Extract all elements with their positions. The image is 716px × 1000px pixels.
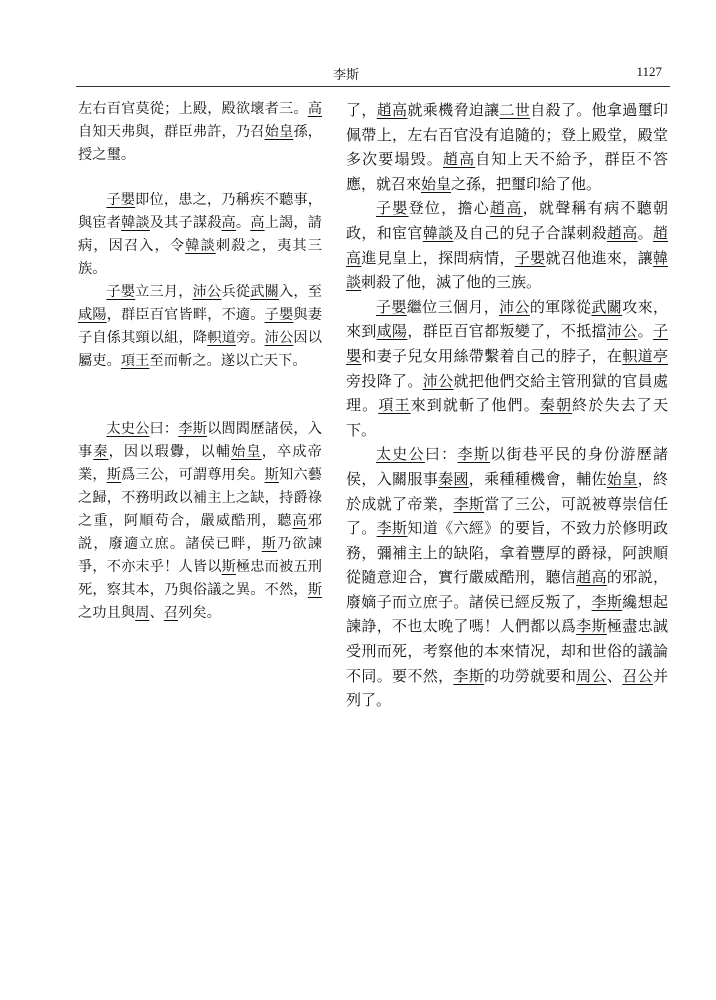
text-run: 極忠而被五刑死，察其本，乃與俗議之異。不然， xyxy=(78,559,322,598)
text-run: 并列了。 xyxy=(346,666,668,710)
text-run: 與妻子自係其頸以組，降 xyxy=(78,307,323,346)
text-run: 。 xyxy=(637,223,653,242)
proper-name: 武關 xyxy=(591,297,623,316)
page-header xyxy=(76,56,670,86)
proper-name: 周公 xyxy=(576,666,607,685)
proper-name: 召公 xyxy=(622,666,653,685)
right-paragraph xyxy=(346,196,668,294)
proper-name: 沛公 xyxy=(422,371,454,390)
text-run: 就乘機脅迫讓 xyxy=(407,101,500,119)
proper-name: 韓談 xyxy=(422,223,454,242)
text-run: ，因以瑕釁，以輔 xyxy=(108,444,232,460)
text-run: ，卒成帝業， xyxy=(78,444,322,483)
proper-name: 項王 xyxy=(378,396,411,415)
left-paragraph xyxy=(78,189,322,281)
text-run: 刺殺之，夷其三族。 xyxy=(78,238,323,277)
proper-name: 秦朝 xyxy=(539,396,573,415)
right-paragraph xyxy=(346,295,668,443)
proper-name: 太史公 xyxy=(106,421,150,437)
proper-name: 軹道 xyxy=(207,330,236,346)
proper-name: 李斯 xyxy=(376,519,408,538)
text-run: 之功且與 xyxy=(78,605,136,621)
text-run: 以街巷平民的身份游歷諸侯，入關服事 xyxy=(346,445,668,488)
text-run: 刺殺了他，滅了他的三族。 xyxy=(361,273,542,292)
proper-name: 子嬰 xyxy=(376,199,409,218)
proper-name: 沛公 xyxy=(264,330,294,346)
proper-name: 沛公 xyxy=(606,322,638,341)
text-run: ，乘種種機會，輔佐 xyxy=(468,469,607,488)
text-run: 旁投降了。 xyxy=(346,371,423,390)
proper-name: 太史公 xyxy=(376,445,425,464)
left-paragraph xyxy=(78,281,322,373)
proper-name: 秦 xyxy=(93,444,109,460)
proper-name: 趙高 xyxy=(606,223,638,242)
text-run: 兵從 xyxy=(221,284,251,300)
text-run: 的功勞就要和 xyxy=(484,666,577,685)
text-run: 攻來，來到 xyxy=(346,297,668,341)
text-run: 自知天弗與，群臣弗許，乃召 xyxy=(78,124,265,140)
proper-name: 趙高 xyxy=(346,223,668,267)
proper-name: 高 xyxy=(221,215,236,231)
text-run: 了， xyxy=(346,101,377,119)
text-run: 的軍隊從 xyxy=(529,297,592,316)
proper-name: 子嬰 xyxy=(514,248,546,267)
text-run: 乃欲諫爭，不亦末乎！人皆以 xyxy=(78,536,323,575)
left-paragraph xyxy=(78,418,322,625)
text-run: 上謁，請病，因召入，令 xyxy=(78,215,322,254)
proper-name: 李斯 xyxy=(591,592,623,611)
proper-name: 子嬰 xyxy=(264,307,294,323)
text-run: 、 xyxy=(606,666,623,685)
proper-name: 二世 xyxy=(499,101,531,119)
proper-name: 始皇 xyxy=(606,469,638,488)
proper-name: 秦國 xyxy=(438,469,469,488)
text-run: 來到就斬了他們。 xyxy=(410,396,540,415)
text-run: 登位，擔心 xyxy=(408,199,491,218)
text-run: 旁。 xyxy=(235,330,265,346)
proper-name: 李斯 xyxy=(457,445,491,464)
right-paragraph xyxy=(346,442,668,713)
page-number: 1127 xyxy=(636,64,662,79)
text-run: 當了三公，可説被尊崇信任了。 xyxy=(346,494,668,538)
original-text-column xyxy=(78,98,322,625)
proper-name: 子嬰 xyxy=(106,284,136,300)
text-run: 知六藝之歸，不務明政以補主上之缺，持爵祿之重，阿順苟合，嚴威酷刑，聽 xyxy=(78,467,322,529)
proper-name: 子嬰 xyxy=(106,192,136,208)
text-run: 終於失去了天下。 xyxy=(346,396,668,439)
proper-name: 韓談 xyxy=(121,215,150,231)
proper-name: 周 xyxy=(135,605,150,621)
proper-name: 軹道亭 xyxy=(622,346,668,365)
text-run: ，群臣百官都叛變了，不抵擋 xyxy=(407,322,607,341)
text-run: 以閭閻歷諸侯，入事 xyxy=(78,421,322,460)
proper-name: 斯 xyxy=(261,536,278,552)
proper-name: 沛公 xyxy=(499,297,530,316)
text-run: 、 xyxy=(149,605,164,621)
proper-name: 沛公 xyxy=(192,284,222,300)
proper-name: 趙高 xyxy=(576,568,607,587)
proper-name: 趙高 xyxy=(490,199,523,218)
running-title: 李斯 xyxy=(332,68,359,83)
proper-name: 高 xyxy=(250,215,265,231)
proper-name: 李斯 xyxy=(453,666,485,685)
text-run: 纔想起諫諍，不也太晚了嗎！人們都以爲 xyxy=(346,592,668,636)
text-run: 入，至 xyxy=(278,284,323,300)
text-run: ，就聲稱有病不聽朝政，和宦官 xyxy=(346,199,668,242)
proper-name: 子嬰 xyxy=(376,297,407,316)
text-run: 及自己的兒子合謀刺殺 xyxy=(453,223,607,242)
text-run: 及其子謀殺 xyxy=(149,215,222,231)
header-rule xyxy=(76,86,670,87)
text-run: 之孫，把璽印給了他。 xyxy=(451,174,602,193)
text-run: 知道《六經》的要旨，不致力於修明政務，彌補主上的缺陷，拿着豐厚的爵禄，阿諛順從隨意迎合，實行嚴威酷刑，聽信 xyxy=(346,519,668,587)
text-run: 立三月， xyxy=(135,284,193,300)
text-run: 孫，授之璽。 xyxy=(78,124,323,163)
text-run: 左右百官莫從；上殿，殿欲壞者三。 xyxy=(78,101,308,117)
proper-name: 趙高 xyxy=(376,101,408,119)
text-run: 爲三公，可謂尊用矣。 xyxy=(121,467,265,483)
proper-name: 高 xyxy=(292,513,308,529)
proper-name: 召 xyxy=(163,605,179,621)
text-run: 就把他們交給主管刑獄的官員處理。 xyxy=(346,371,668,415)
proper-name: 韓談 xyxy=(346,248,668,292)
proper-name: 始皇 xyxy=(231,444,262,460)
text-run: 極盡忠誠受刑而死，考察他的本來情况，却和世俗的議論不同。要不然， xyxy=(346,617,668,685)
proper-name: 李斯 xyxy=(178,421,208,437)
right-paragraph xyxy=(346,98,668,196)
text-run: 就召他進來，讓 xyxy=(545,248,653,267)
text-run: 自知上天不給予，群臣不答應，就召來 xyxy=(346,150,668,193)
left-paragraph xyxy=(78,98,322,167)
translation-column xyxy=(346,98,668,713)
proper-name: 咸陽 xyxy=(78,307,107,323)
text-run: 。 xyxy=(637,322,653,341)
text-run: 自殺了。他拿過璽印佩帶上，左右百官没有追隨的；登上殿堂，殿堂多次要塌毁。 xyxy=(346,101,668,169)
text-run: 至而斬之。遂以亡天下。 xyxy=(149,353,307,369)
text-run: 即位，患之，乃稱疾不聽事，與宦者 xyxy=(78,192,322,231)
proper-name: 子嬰 xyxy=(346,322,668,365)
proper-name: 李斯 xyxy=(576,617,607,636)
text-run: 曰： xyxy=(149,421,179,437)
proper-name: 斯 xyxy=(264,467,279,483)
text-run: 列矣。 xyxy=(178,605,221,621)
proper-name: 趙高 xyxy=(442,150,476,169)
text-run: 。 xyxy=(235,215,251,231)
proper-name: 咸陽 xyxy=(376,322,408,341)
proper-name: 始皇 xyxy=(421,174,452,193)
proper-name: 武關 xyxy=(250,284,279,300)
text-run: 邪説，廢適立庶。諸侯已畔， xyxy=(78,513,323,552)
text-run: ，終於成就了帝業， xyxy=(346,469,668,513)
text-run: 因以屬吏。 xyxy=(78,330,323,369)
text-run: ，群臣百官皆畔，不適。 xyxy=(106,307,265,323)
text-run: 的邪説，廢嫡子而立庶子。諸侯已經反叛了， xyxy=(346,568,668,611)
proper-name: 李斯 xyxy=(453,494,485,513)
proper-name: 斯 xyxy=(106,467,122,483)
proper-name: 斯 xyxy=(307,582,322,598)
proper-name: 韓談 xyxy=(185,238,216,254)
text-run: 進見皇上，探問病情， xyxy=(361,248,515,267)
text-run: 曰： xyxy=(424,445,458,464)
proper-name: 高 xyxy=(307,101,322,117)
text-run: 繼位三個月， xyxy=(406,297,500,316)
proper-name: 始皇 xyxy=(264,124,294,140)
proper-name: 項王 xyxy=(120,353,150,369)
proper-name: 斯 xyxy=(221,559,236,575)
text-run: 和妻子兒女用絲帶繫着自己的脖子，在 xyxy=(361,346,623,365)
